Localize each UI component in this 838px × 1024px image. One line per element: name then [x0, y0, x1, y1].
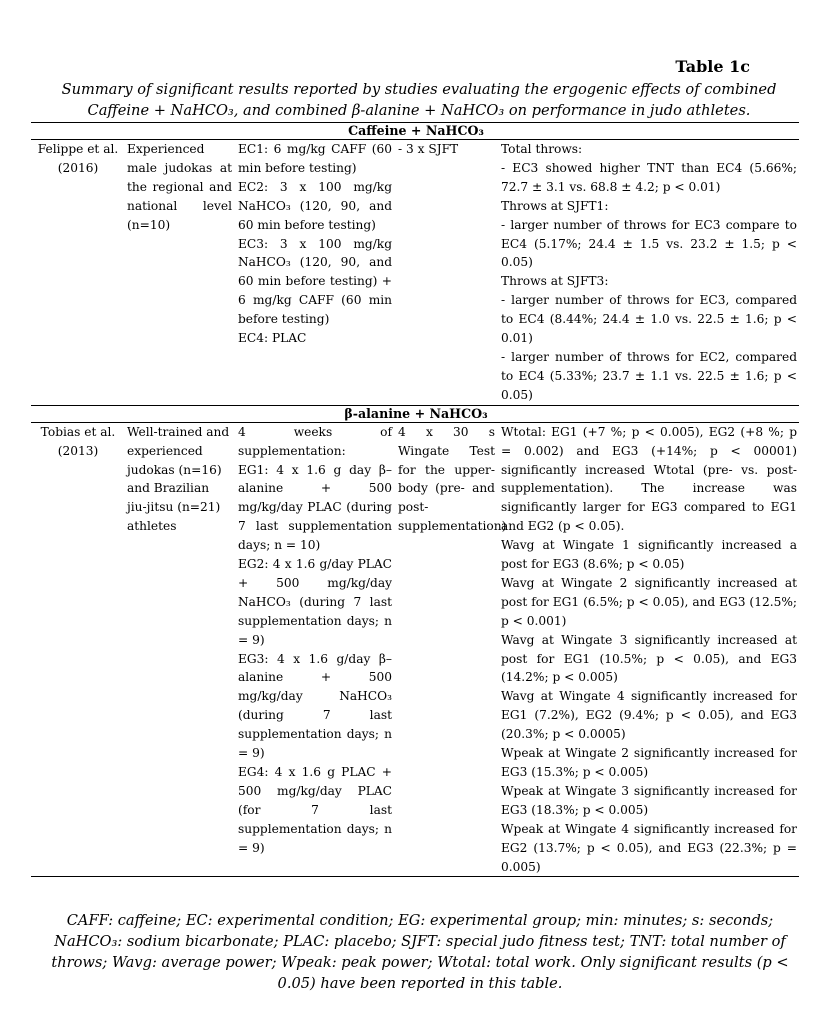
- condition-item: EG4: 4 x 1.6 g PLAC + 500 mg/kg/day PLAC (for 7 last supplementation days; n = 9): [238, 765, 392, 855]
- section-header-row: [31, 405, 799, 422]
- outcome-item: Total throws:: [501, 142, 583, 156]
- outcome-item: Wtotal: EG1 (+7 %; p < 0.005), EG2 (+8 %; p = 0.002) and EG3 (+14%; p < 00001) significantly increased Wtotal (pre- vs. post-supplementation). The increase was significantly larger for EG3 compared to EG1 and EG2 (p < 0.05).: [501, 424, 798, 534]
- results-table: [31, 122, 799, 877]
- condition-item: EG3: 4 x 1.6 g/day β–alanine + 500 mg/kg/day NaHCO₃ (during 7 last supplementation days; n = 9): [238, 651, 392, 761]
- outcome-item: Wavg at Wingate 4 significantly increased for EG1 (7.2%), EG2 (9.4%; p < 0.05), and EG3 (20.3%; p < 0.0005): [501, 689, 798, 742]
- outcome-item: - larger number of throws for EC3 compare to EC4 (5.17%; 24.4 ± 1.5 vs. 23.2 ± 1.5; p < 0.05): [501, 217, 798, 270]
- outcome-item: Wavg at Wingate 2 significantly increased at post for EG1 (6.5%; p < 0.05), and EG3 (12.5%; p < 0.001): [501, 575, 798, 628]
- condition-item: EC3: 3 x 100 mg/kg NaHCO₃ (120, 90, and 60 min before testing) + 6 mg/kg CAFF (60 min before testing): [238, 236, 392, 327]
- table-footnote: CAFF: caffeine; EC: experimental condition; EG: experimental group; min: minutes; s: seconds; NaHCO₃: sodium bicarbonate; PLAC: placebo; SJFT: special judo fitness test; TNT: total number of throws; Wavg: average power; Wpeak: peak power; Wtotal: total work. Only significant results (p < 0.05) have been reported in this table.: [51, 912, 789, 992]
- study-participants: Experienced male judokas at the regional and national level (n=10): [127, 142, 232, 232]
- study-participants: Well-trained and experienced judokas (n=16) and Brazilian jiu-jitsu (n=21) athletes: [123, 422, 234, 877]
- study-outcomes: [497, 140, 799, 406]
- outcome-item: Wpeak at Wingate 4 significantly increased for EG2 (13.7%; p < 0.05), and EG3 (22.3%; p = 0.005): [501, 821, 798, 874]
- condition-item: EG2: 4 x 1.6 g/day PLAC + 500 mg/kg/day NaHCO₃ (during 7 last supplementation days; n = 9): [238, 557, 392, 647]
- outcome-item: - larger number of throws for EC3, compared to EC4 (8.44%; 24.4 ± 1.0 vs. 22.5 ± 1.6; p < 0.01): [501, 293, 798, 346]
- table-caption: Summary of significant results reported by studies evaluating the ergogenic effects of combined Caffeine + NaHCO₃, and combined β-alanine + NaHCO₃ on performance in judo athletes.: [61, 81, 777, 119]
- study-conditions: [234, 422, 394, 877]
- study-author: Tobias et al. (2013): [31, 422, 123, 877]
- study-row: [31, 140, 799, 406]
- condition-item: EC2: 3 x 100 mg/kg NaHCO₃ (120, 90, and 60 min before testing): [238, 179, 392, 232]
- table-label: Table 1c: [675, 57, 750, 76]
- study-test: 4 x 30 s Wingate Test for the upper-body (pre- and post-supplementation): [394, 422, 497, 877]
- study-row: [31, 422, 799, 877]
- outcome-item: - EC3 showed higher TNT than EC4 (5.66%; 72.7 ± 3.1 vs. 68.8 ± 4.2; p < 0.01): [501, 160, 798, 194]
- section-header-row: [31, 123, 799, 140]
- outcome-item: Wpeak at Wingate 2 significantly increased for EG3 (15.3%; p < 0.005): [501, 746, 798, 779]
- section-title: Caffeine + NaHCO₃: [31, 123, 799, 140]
- outcome-item: Throws at SJFT3:: [501, 274, 609, 289]
- condition-item: EG1: 4 x 1.6 g day β–alanine + 500 mg/kg/day PLAC (during 7 last supplementation days; n = 10): [238, 462, 392, 553]
- study-test: - 3 x SJFT: [398, 142, 459, 156]
- outcome-item: Wavg at Wingate 1 significantly increased a post for EG3 (8.6%; p < 0.05): [501, 538, 798, 572]
- study-conditions: [234, 140, 394, 406]
- condition-item: EC1: 6 mg/kg CAFF (60 min before testing): [238, 142, 392, 175]
- condition-item: 4 weeks of supplementation:: [238, 424, 392, 458]
- section-title: β-alanine + NaHCO₃: [31, 405, 799, 422]
- study-author: Felippe et al. (2016): [37, 142, 119, 175]
- outcome-item: Wpeak at Wingate 3 significantly increased for EG3 (18.3%; p < 0.005): [501, 783, 798, 817]
- outcome-item: Wavg at Wingate 3 significantly increased at post for EG1 (10.5%; p < 0.05), and EG3 (14.2%; p < 0.005): [501, 632, 798, 685]
- outcome-item: Throws at SJFT1:: [501, 198, 609, 213]
- study-outcomes: [497, 422, 799, 877]
- condition-item: EC4: PLAC: [238, 331, 307, 346]
- outcome-item: - larger number of throws for EC2, compared to EC4 (5.33%; 23.7 ± 1.1 vs. 22.5 ± 1.6; p < 0.05): [501, 349, 798, 402]
